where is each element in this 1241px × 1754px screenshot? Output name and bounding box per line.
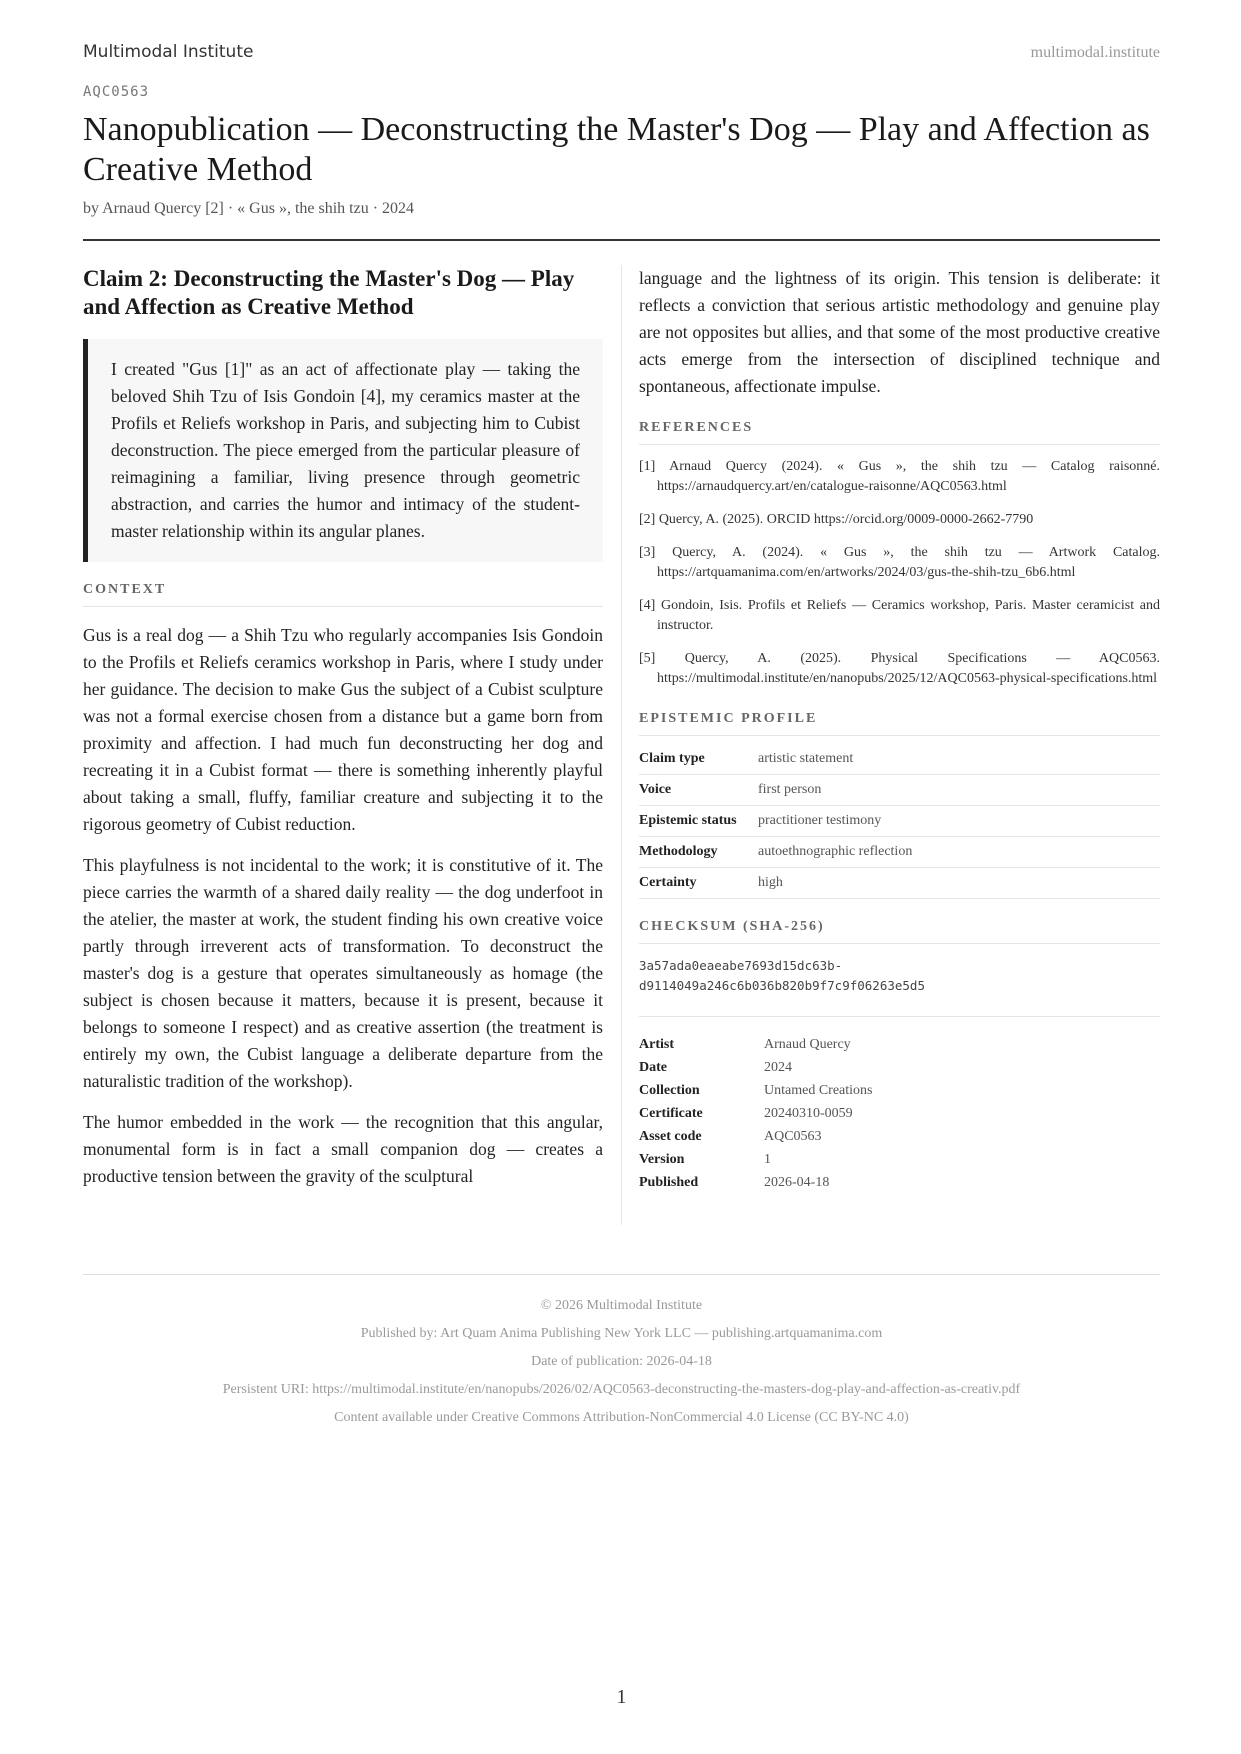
epistemic-heading: EPISTEMIC PROFILE	[639, 711, 1160, 736]
reference-item[interactable]: [2] Quercy, A. (2025). ORCID https://orcid.org/0009-0000-2662-7790	[639, 512, 1034, 527]
references-heading: REFERENCES	[639, 420, 1160, 445]
epistemic-value: practitioner testimony	[758, 806, 1160, 837]
epistemic-value: autoethnographic reflection	[758, 837, 1160, 868]
metadata-value: 2026-04-18	[764, 1175, 830, 1190]
metadata-row	[639, 1171, 1160, 1194]
metadata-key: Collection	[639, 1083, 700, 1098]
metadata-list	[639, 1033, 1160, 1194]
metadata-value: 20240310-0059	[764, 1106, 853, 1121]
right-column	[639, 265, 1160, 1194]
metadata-row	[639, 1102, 1160, 1125]
metadata-key: Date	[639, 1060, 667, 1075]
reference-item[interactable]: [1] Arnaud Quercy (2024). « Gus », the shih tzu — Catalog raisonné. https://arnaudquercy.art/en/catalogue-raisonne/AQC0563.html	[639, 459, 1160, 494]
reference-item: [4] Gondoin, Isis. Profils et Reliefs — Ceramics workshop, Paris. Master ceramicist and instructor.	[639, 598, 1160, 633]
footer-copyright: © 2026 Multimodal Institute	[540, 1298, 703, 1313]
metadata-row	[639, 1056, 1160, 1079]
table-row	[639, 775, 1160, 806]
page-number: 1	[616, 1686, 627, 1708]
metadata-row	[639, 1125, 1160, 1148]
metadata-value: Untamed Creations	[764, 1083, 873, 1098]
epistemic-key: Claim type	[639, 744, 758, 775]
metadata-value: 1	[764, 1152, 771, 1167]
site-link[interactable]: multimodal.institute	[1030, 44, 1160, 61]
metadata-row	[639, 1148, 1160, 1171]
context-paragraph: Gus is a real dog — a Shih Tzu who regularly accompanies Isis Gondoin to the Profils et Reliefs ceramics workshop in Paris, where I study under her guidance. The decision to make Gus the subject of a Cubist sculpture was not a formal exercise chosen from a distance but a game born from proximity and affection. I had much fun deconstructing her dog and recreating it in a Cubist format — there is something inherently playful about taking a small, fluffy, familiar creature and subjecting it to the rigorous geometry of Cubist reduction.	[83, 625, 603, 834]
claim-title: Claim 2: Deconstructing the Master's Dog — Play and Affection as Creative Method	[83, 266, 575, 319]
table-row	[639, 868, 1160, 899]
context-heading: CONTEXT	[83, 582, 603, 607]
context-paragraph: This playfulness is not incidental to the work; it is constitutive of it. The piece carries the warmth of a shared daily reality — the dog underfoot in the atelier, the master at work, the student finding his own creative voice partly through irreverent acts of transformation. To deconstruct the master's dog is a gesture that operates simultaneously as homage (the subject is chosen because it matters, because it is present, because it belongs to someone I respect) and as creative assertion (the treatment is entirely my own, the Cubist language a deliberate departure from the naturalistic tradition of the workshop).	[83, 855, 603, 1091]
metadata-key: Certificate	[639, 1106, 703, 1121]
masthead	[83, 42, 1160, 66]
metadata-key: Artist	[639, 1037, 674, 1052]
footer-publisher: Published by: Art Quam Anima Publishing New York LLC — publishing.artquamanima.com	[360, 1326, 883, 1341]
footer-date: Date of publication: 2026-04-18	[531, 1354, 712, 1369]
checksum-line: 3a57ada0eaeabe7693d15dc63b-	[639, 958, 843, 973]
byline: by Arnaud Quercy [2] · « Gus », the shih tzu · 2024	[83, 200, 415, 217]
checksum-value	[639, 956, 1160, 1017]
epistemic-value: high	[758, 868, 1160, 899]
epistemic-key: Epistemic status	[639, 806, 758, 837]
metadata-value: 2024	[764, 1060, 792, 1075]
context-paragraph: The humor embedded in the work — the recognition that this angular, monumental form is in fact a small companion dog — creates a productive tension between the gravity of the sculptural	[83, 1112, 603, 1186]
metadata-value: AQC0563	[764, 1129, 822, 1144]
institute-name: Multimodal Institute	[83, 42, 254, 62]
metadata-row	[639, 1033, 1160, 1056]
footer-rule	[83, 1274, 1160, 1275]
epistemic-key: Certainty	[639, 868, 758, 899]
metadata-key: Published	[639, 1175, 699, 1190]
asset-code: AQC0563	[83, 84, 150, 100]
table-row	[639, 837, 1160, 868]
checksum-heading: CHECKSUM (SHA-256)	[639, 919, 1160, 944]
table-row	[639, 806, 1160, 837]
metadata-key: Version	[639, 1152, 685, 1167]
checksum-line: d9114049a246c6b036b820b9f7c9f06263e5d5	[639, 978, 925, 993]
left-column	[83, 265, 603, 1190]
metadata-key: Asset code	[639, 1129, 702, 1144]
reference-item[interactable]: [3] Quercy, A. (2024). « Gus », the shih tzu — Artwork Catalog. https://artquamanima.com/en/artworks/2024/03/gus-the-shih-tzu_6b6.html	[639, 545, 1160, 580]
header-rule	[83, 239, 1160, 241]
epistemic-key: Voice	[639, 775, 758, 806]
reference-item[interactable]: [5] Quercy, A. (2025). Physical Specifications — AQC0563. https://multimodal.institute/en/nanopubs/2025/12/AQC0563-physical-specifications.html	[639, 651, 1160, 686]
column-divider	[621, 265, 622, 1225]
context-paragraph-continued: language and the lightness of its origin. This tension is deliberate: it reflects a conviction that serious artistic methodology and genuine play are not opposites but allies, and that some of the most productive creative acts emerge from the intersection of disciplined technique and spontaneous, affectionate impulse.	[639, 268, 1160, 396]
metadata-row	[639, 1079, 1160, 1102]
reference-list	[639, 457, 1160, 689]
claim-quote: I created "Gus [1]" as an act of affectionate play — taking the beloved Shih Tzu of Isis Gondoin [4], my ceramics master at the Profils et Reliefs workshop in Paris, and subjecting him to Cubist deconstruction. The piece emerged from the particular pleasure of reimagining a familiar, living presence through geometric abstraction, and carries the humor and intimacy of the student-master relationship within its angular planes.	[83, 339, 603, 562]
footer-persistent-uri[interactable]: Persistent URI: https://multimodal.institute/en/nanopubs/2026/02/AQC0563-deconstructing-the-masters-dog-play-and-affection-as-creativ.pdf	[222, 1382, 1021, 1397]
epistemic-value: first person	[758, 775, 1160, 806]
epistemic-table	[639, 744, 1160, 899]
epistemic-key: Methodology	[639, 837, 758, 868]
epistemic-value: artistic statement	[758, 744, 1160, 775]
metadata-value: Arnaud Quercy	[764, 1037, 851, 1052]
footer	[83, 1292, 1160, 1432]
footer-license: Content available under Creative Commons Attribution-NonCommercial 4.0 License (CC BY-NC 4.0)	[334, 1410, 909, 1425]
page-title: Nanopublication — Deconstructing the Master's Dog — Play and Affection as Creative Method	[83, 111, 1150, 188]
table-row	[639, 744, 1160, 775]
